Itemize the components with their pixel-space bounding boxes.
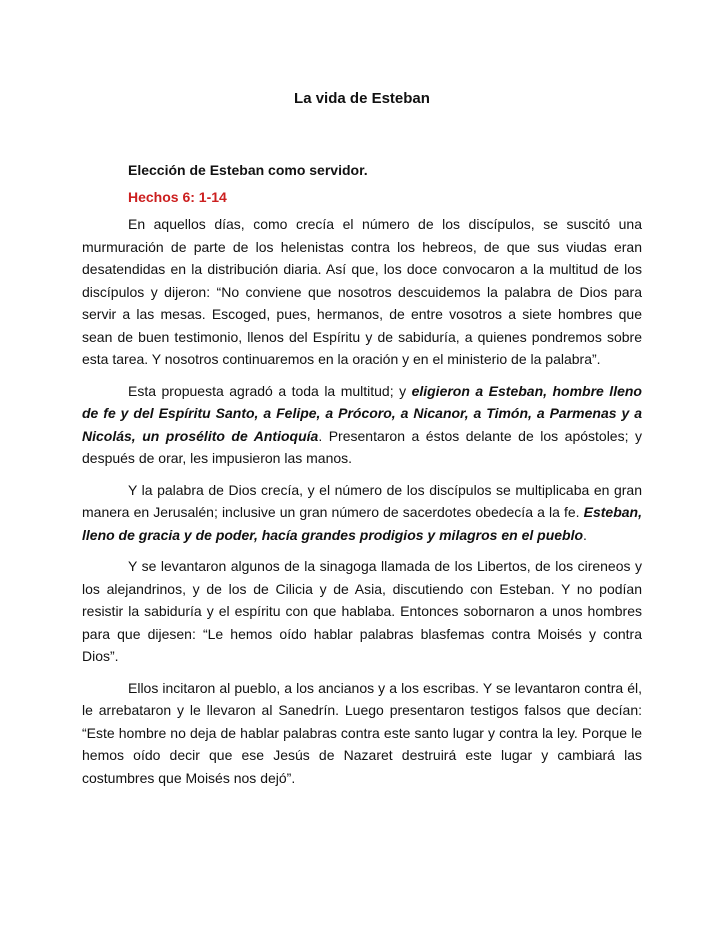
paragraph-2-before: Esta propuesta agradó a toda la multitud; y <box>128 382 412 399</box>
paragraph-3-after: . <box>583 526 587 543</box>
paragraph-4: Y se levantaron algunos de la sinagoga llamada de los Libertos, de los cireneos y los alejandrinos, y de los de Cilicia y de Asia, discutiendo con Esteban. Y no podían resistir la sabiduría y el espíritu con que hablaba. Entonces sobornaron a unos hombres para que dijesen: “Le hemos oído hablar palabras blasfemas contra Moisés y contra Dios”. <box>82 558 642 664</box>
document-title: La vida de Esteban <box>294 90 430 107</box>
paragraph-3-before: Y la palabra de Dios crecía, y el número de los discípulos se multiplicaba en gran manera en Jerusalén; inclusive un gran número de sacerdotes obedecía a la fe. <box>82 481 642 520</box>
scripture-reference: Hechos 6: 1-14 <box>128 189 227 205</box>
paragraph-5: Ellos incitaron al pueblo, a los ancianos y a los escribas. Y se levantaron contra él, le arrebataron y le llevaron al Sanedrín. Luego presentaron testigos falsos que decían: “Este hombre no deja de hablar palabras contra este santo lugar y contra la ley. Porque le hemos oído decir que ese Jesús de Nazaret destruirá este lugar y cambiará las costumbres que Moisés nos dejó”. <box>82 679 642 786</box>
paragraph-1: En aquellos días, como crecía el número de los discípulos, se suscitó una murmuración de parte de los helenistas contra los hebreos, de que sus viudas eran desatendidas en la distribución diaria. Así que, los doce convocaron a la multitud de los discípulos y dijeron: “No conviene que nosotros descuidemos la palabra de Dios para servir a las mesas. Escoged, pues, hermanos, de entre vosotros a siete hombres que sean de buen testimonio, llenos del Espíritu y de sabiduría, a quienes pondremos sobre esta tarea. Y nosotros continuaremos en la oración y en el ministerio de la palabra”. <box>82 216 642 367</box>
paragraph-3-emphasis: Esteban, lleno de gracia y de poder, hacía grandes prodigios y milagros en el pueblo <box>82 504 642 543</box>
paragraph-2 <box>82 380 642 470</box>
paragraph-2-emphasis: eligieron a Esteban, hombre lleno de fe y del Espíritu Santo, a Felipe, a Prócoro, a Nicanor, a Timón, a Parmenas y a Nicolás, un prosélito de Antioquía <box>82 382 642 444</box>
section-subtitle: Elección de Esteban como servidor. <box>128 162 368 178</box>
paragraph-2-after: . Presentaron a éstos delante de los apóstoles; y después de orar, les impusieron las manos. <box>82 427 642 466</box>
paragraph-3 <box>82 479 642 547</box>
document-body <box>82 213 642 798</box>
